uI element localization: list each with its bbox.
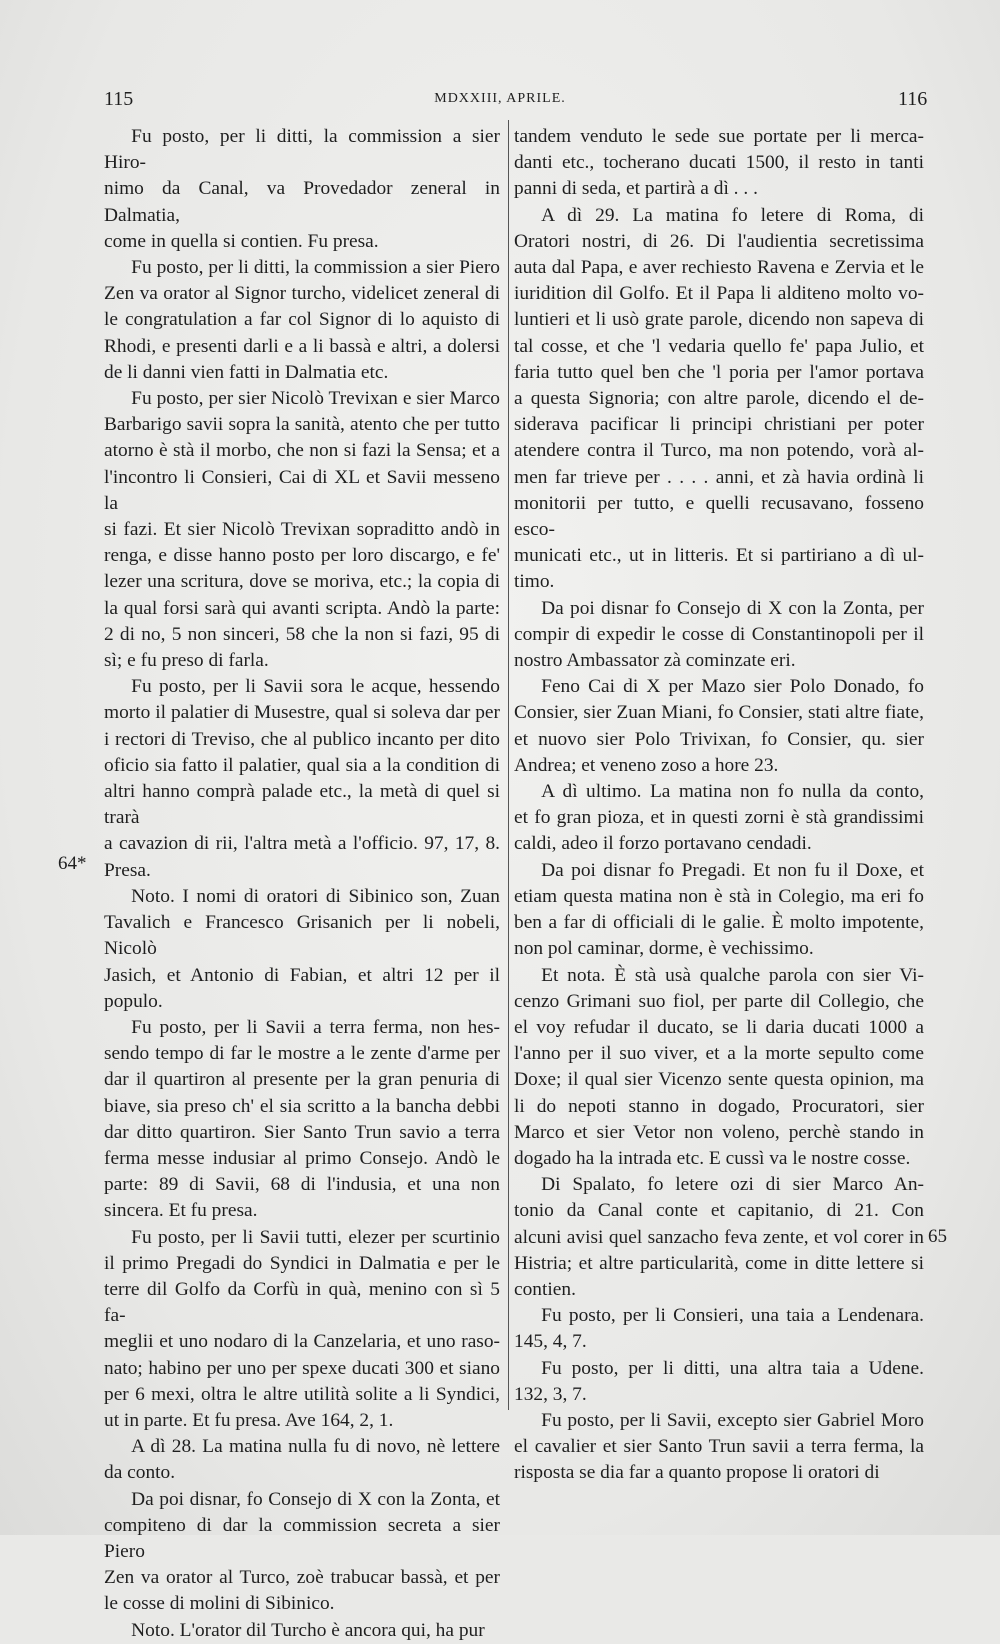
text-line: men far trieve per . . . . anni, et zà havia ordinà li bbox=[514, 466, 924, 488]
text-line: Tavalich e Francesco Grisanich per li nobeli, Nicolò bbox=[104, 912, 500, 960]
column-divider bbox=[508, 120, 509, 1410]
text-line: i rectori di Treviso, che al publico incanto per dito bbox=[104, 728, 500, 750]
text-line: alcuni avisi quel sanzacho feva zente, et vol corer in bbox=[514, 1226, 924, 1248]
text-line: Fu posto, per li Consieri, una taia a Lendenara. bbox=[541, 1305, 924, 1327]
text-line: sendo tempo di far le mostre a le zente d'arme per bbox=[104, 1043, 500, 1065]
text-line: A dì 29. La matina fo letere di Roma, di bbox=[541, 204, 924, 226]
text-line: tandem venduto le sede sue portate per li merca- bbox=[514, 126, 924, 147]
text-line: lezer una scritura, dove se moriva, etc.; la copia di bbox=[104, 571, 500, 593]
paragraph bbox=[514, 1356, 924, 1408]
text-line: populo. bbox=[104, 990, 163, 1012]
text-line: da conto. bbox=[104, 1462, 176, 1484]
text-line: Zen va orator al Turco, zoè trabucar bassà, et per bbox=[104, 1567, 500, 1589]
text-line: A dì ultimo. La matina non fo nulla da conto, bbox=[541, 781, 924, 803]
text-line: de li danni vien fatti in Dalmatia etc. bbox=[104, 361, 389, 383]
text-line: etiam questa matina non è stà in Colegio, ma eri fo bbox=[514, 885, 924, 907]
text-line: Consier, sier Zuan Miani, fo Consier, stati altre fiate, bbox=[514, 702, 924, 724]
text-line: l'anno per il suo viver, et a la morte sepulto come bbox=[514, 1043, 924, 1065]
text-line: Fu posto, per li Savii, excepto sier Gabriel Moro bbox=[541, 1409, 924, 1431]
text-line: 132, 3, 7. bbox=[514, 1383, 587, 1405]
paragraph bbox=[514, 596, 924, 675]
text-line: come in quella si contien. Fu presa. bbox=[104, 230, 379, 252]
text-line: tonio da Canal conte et capitanio, di 21. Con bbox=[514, 1200, 924, 1222]
text-line: et fo gran pioza, et in questi zorni è stà grandissimi bbox=[514, 807, 924, 829]
paragraph bbox=[514, 779, 924, 858]
page-number-right: 116 bbox=[898, 88, 928, 110]
text-line: atendere contra il Turco, ma non potendo, vorà al- bbox=[514, 440, 924, 462]
text-line: luntieri et li usò grate parole, dicendo non sapeva di bbox=[514, 309, 924, 331]
margin-number-right: 65 bbox=[928, 1226, 947, 1247]
paragraph bbox=[514, 1172, 924, 1303]
text-line: Fu posto, per li ditti, la commission a sier Hiro- bbox=[104, 126, 500, 174]
text-line: biave, sia preso ch' el sia scritto a la bancha debbi bbox=[104, 1095, 500, 1117]
text-line: renga, e disse hanno posto per loro discargo, e fe' bbox=[104, 545, 500, 567]
text-line: auta dal Papa, e aver rechiesto Ravena e Zervia et le bbox=[514, 257, 924, 279]
text-line: Da poi disnar, fo Consejo di X con la Zonta, et bbox=[131, 1488, 500, 1510]
text-line: danti etc., tocherano ducati 1500, il resto in tanti bbox=[514, 152, 924, 174]
text-line: l'incontro li Consieri, Cai di XL et Savii messeno la bbox=[104, 466, 500, 514]
text-line: nimo da Canal, va Provedador zeneral in Dalmatia, bbox=[104, 178, 500, 226]
paragraph bbox=[104, 1434, 500, 1486]
text-line: 2 di no, 5 non sinceri, 58 che la non si fazi, 95 di bbox=[104, 623, 500, 645]
text-line: le cosse di molini di Sibinico. bbox=[104, 1593, 335, 1615]
paragraph bbox=[104, 1618, 500, 1644]
text-line: Zen va orator al Signor turcho, videlicet zeneral di bbox=[104, 283, 500, 305]
text-line: el voy refudar il ducato, se li daria ducati 1000 a bbox=[514, 1016, 924, 1038]
text-line: municati etc., ut in litteris. Et si partiriano a dì ul- bbox=[514, 545, 924, 567]
text-line: per 6 mexi, oltra le altre utilità solite a li Syndici, bbox=[104, 1383, 500, 1405]
paragraph bbox=[514, 1408, 924, 1487]
text-line: non pol caminar, dorme, è vechissimo. bbox=[514, 938, 814, 960]
text-line: Fu posto, per li Savii a terra ferma, non hes- bbox=[131, 1016, 500, 1038]
text-line: timo. bbox=[514, 571, 555, 593]
paragraph bbox=[104, 1015, 500, 1225]
text-line: a cavazion di rii, l'altra metà a l'officio. 97, 17, 8. bbox=[104, 833, 500, 855]
text-line: Oratori nostri, di 26. Di l'audientia secretissima bbox=[514, 230, 924, 252]
text-line: Fu posto, per li Savii tutti, elezer per scurtinio bbox=[131, 1226, 500, 1248]
text-line: monitorii per tutto, e quelli recusavano, fosseno esco- bbox=[514, 492, 924, 541]
text-line: Di Spalato, fo letere ozi di sier Marco An- bbox=[541, 1174, 924, 1196]
text-line: nostro Ambassator zà cominzate eri. bbox=[514, 650, 796, 672]
margin-number-left: 64* bbox=[58, 853, 87, 874]
right-column bbox=[514, 124, 924, 1487]
text-line: faria tutto quel ben che 'l poria per l'amor portava bbox=[514, 361, 924, 383]
text-line: atorno è stà il morbo, che non si fazi la Sensa; et a bbox=[104, 440, 500, 462]
text-line: Marco et sier Vetor non voleno, perchè stando in bbox=[514, 1121, 924, 1143]
text-line: contien. bbox=[514, 1278, 576, 1300]
text-line: le congratulation a far col Signor di lo aquisto di bbox=[104, 309, 500, 331]
text-line: et nuovo sier Polo Trivixan, fo Consier, qu. sier bbox=[514, 728, 924, 750]
paragraph bbox=[514, 674, 924, 779]
text-line: morto il palatier di Musestre, qual si soleva dar per bbox=[104, 702, 500, 724]
text-line: sincera. Et fu presa. bbox=[104, 1200, 258, 1222]
text-line: compir di expedir le cosse di Constantinopoli per il bbox=[514, 623, 924, 645]
paragraph bbox=[514, 203, 924, 596]
text-line: Andrea; et veneno zoso a hore 23. bbox=[514, 754, 779, 776]
text-line: risposta se dia far a quanto propose li oratori di bbox=[514, 1462, 880, 1484]
page-header bbox=[0, 88, 1000, 118]
text-line: nato; habino per uno per spexe ducati 300 et siano bbox=[104, 1357, 500, 1379]
text-line: Noto. I nomi di oratori di Sibinico son, Zuan bbox=[131, 885, 500, 907]
text-line: la qual forsi sarà qui avanti scripta. Andò la parte: bbox=[104, 597, 500, 619]
text-line: a questa Signoria; con altre parole, dicendo el de- bbox=[514, 388, 924, 410]
paragraph bbox=[514, 1303, 924, 1355]
text-line: Histria; et altre particularità, come in ditte lettere si bbox=[514, 1252, 924, 1274]
text-line: Et nota. È stà usà qualche parola con sier Vi- bbox=[541, 964, 924, 986]
text-line: dar ditto quartiron. Sier Santo Trun savio a terra bbox=[104, 1121, 500, 1143]
text-line: Da poi disnar fo Pregadi. Et non fu il Doxe, et bbox=[541, 859, 924, 881]
text-line: compiteno di dar la commission secreta a sier Piero bbox=[104, 1514, 500, 1562]
paragraph bbox=[104, 1487, 500, 1618]
paragraph bbox=[104, 1225, 500, 1435]
text-line: Fu posto, per sier Nicolò Trevixan e sier Marco bbox=[131, 388, 500, 410]
text-line: si fazi. Et sier Nicolò Trevixan sopraditto andò in bbox=[104, 519, 500, 541]
text-line: Feno Cai di X per Mazo sier Polo Donado, fo bbox=[541, 676, 924, 698]
text-line: oficio sia fatto il palatier, qual sia a la condition di bbox=[104, 754, 500, 776]
paragraph bbox=[104, 386, 500, 674]
text-line: terre dil Golfo da Corfù in quà, menino con sì 5 fa- bbox=[104, 1278, 500, 1327]
text-line: Presa. bbox=[104, 859, 151, 881]
text-line: tal cosse, et che 'l vedaria quello fe' papa Julio, et bbox=[514, 335, 924, 357]
text-line: ferma messe indusiar al primo Consejo. Andò le bbox=[104, 1147, 500, 1169]
text-line: meglii et uno nodaro di la Canzelaria, et uno raso- bbox=[104, 1331, 500, 1353]
text-line: li do nepoti stanno in dogado, Procuratori, sier bbox=[514, 1095, 924, 1117]
text-line: A dì 28. La matina nulla fu di novo, nè lettere bbox=[131, 1436, 500, 1458]
text-line: el cavalier et sier Santo Trun savii a terra ferma, la bbox=[514, 1436, 924, 1458]
paragraph bbox=[104, 884, 500, 1015]
paragraph bbox=[104, 255, 500, 386]
text-line: altri hanno comprà palade etc., la metà di quel si trarà bbox=[104, 781, 500, 829]
text-line: cenzo Grimani suo fiol, per parte dil Collegio, che bbox=[514, 990, 924, 1012]
text-line: siderava pacificar li principi christiani per poter bbox=[514, 414, 924, 436]
text-line: il primo Pregadi do Syndici in Dalmatia e per le bbox=[104, 1252, 500, 1274]
text-line: sì; e fu preso di farla. bbox=[104, 650, 269, 672]
page-number-left: 115 bbox=[104, 88, 134, 110]
text-line: Barbarigo savii sopra la sanità, atento che per tutto bbox=[104, 414, 500, 436]
paragraph bbox=[514, 124, 924, 203]
text-line: Jasich, et Antonio di Fabian, et altri 12 per il bbox=[104, 964, 500, 986]
text-line: Noto. L'orator dil Turcho è ancora qui, ha pur bbox=[131, 1619, 485, 1641]
text-line: iuridition dil Golfo. Et il Papa li alditeno molto vo- bbox=[514, 283, 924, 305]
text-line: dar il quartiron al presente per la gran penuria di bbox=[104, 1069, 500, 1091]
text-line: Fu posto, per li Savii sora le acque, hessendo bbox=[131, 676, 500, 698]
text-line: Fu posto, per li ditti, la commission a sier Piero bbox=[131, 257, 500, 279]
text-line: 145, 4, 7. bbox=[514, 1331, 587, 1353]
text-line: Rhodi, e presenti darli e a li bassà e altri, a dolersi bbox=[104, 335, 500, 357]
left-column bbox=[104, 124, 500, 1644]
text-line: Doxe; il qual sier Vicenzo sente questa opinion, ma bbox=[514, 1069, 924, 1091]
text-line: ben a far di officiali di le galie. È molto impotente, bbox=[514, 912, 924, 934]
paragraph bbox=[104, 124, 500, 255]
text-line: dogado ha la intrada etc. E cussì va le nostre cosse. bbox=[514, 1147, 911, 1169]
paragraph bbox=[514, 963, 924, 1173]
paragraph bbox=[514, 858, 924, 963]
text-line: caldi, adeo il forzo portavano cendadi. bbox=[514, 833, 812, 855]
running-title: MDXXIII, APRILE. bbox=[434, 91, 566, 106]
text-line: parte: 89 di Savii, 68 di l'indusia, et una non bbox=[104, 1174, 500, 1196]
paragraph bbox=[104, 674, 500, 884]
text-line: Da poi disnar fo Consejo di X con la Zonta, per bbox=[541, 597, 924, 619]
text-line: panni di seda, et partirà a dì . . . bbox=[514, 178, 758, 200]
text-line: Fu posto, per li ditti, una altra taia a Udene. bbox=[541, 1357, 924, 1379]
text-line: ut in parte. Et fu presa. Ave 164, 2, 1. bbox=[104, 1409, 394, 1431]
